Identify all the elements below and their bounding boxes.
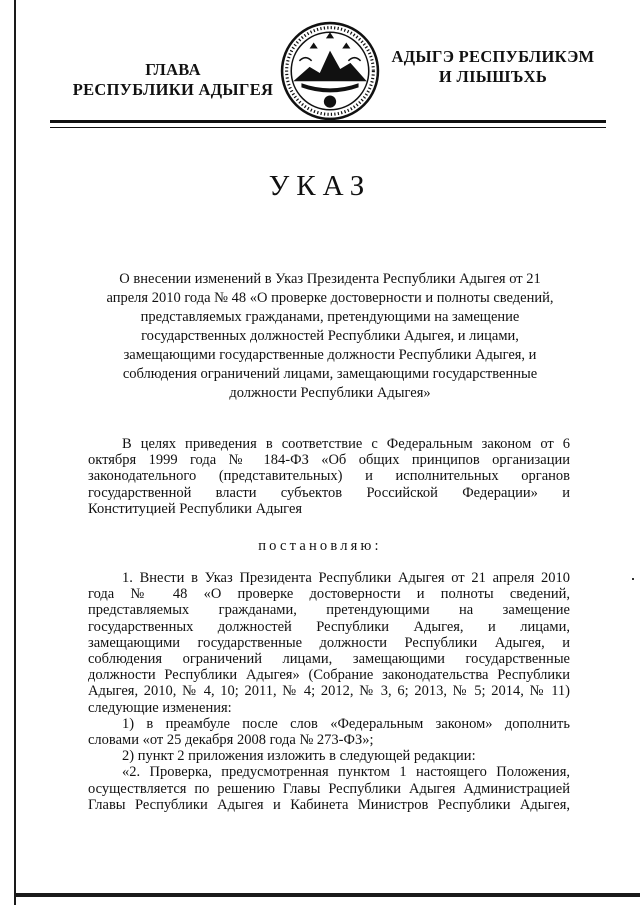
header-left-line: ГЛАВА	[145, 60, 201, 79]
coat-of-arms-emblem-icon	[279, 20, 381, 122]
body-line: 1) в преамбуле после слов «Федеральным законом» дополнить	[122, 715, 570, 732]
subject-line: соблюдения ограничений лицами, замещающими государственные	[122, 366, 538, 382]
decree-body	[88, 570, 570, 813]
body-line: 1. Внести в Указ Президента Республики Адыгея от 21 апреля 2010	[122, 570, 570, 586]
document-title: УКАЗ	[268, 170, 372, 202]
body-line: следующие изменения:	[88, 699, 232, 716]
scan-edge-left	[14, 0, 16, 905]
subject-line: О внесении изменений в Указ Президента Республики Адыгея от 21	[119, 271, 541, 287]
header-right-line: И ЛІЫШЪХЬ	[438, 67, 548, 86]
header-left-title	[58, 60, 288, 100]
preamble-line: Конституцией Республики Адыгея	[88, 500, 303, 517]
body-line: Главы Республики Адыгея и Кабинета Министров Республики Адыгея,	[88, 796, 570, 813]
preamble-paragraph	[88, 436, 570, 517]
header-left-line: РЕСПУБЛИКИ АДЫГЕЯ	[72, 80, 274, 99]
body-line: 2) пункт 2 приложения изложить в следующей редакции:	[122, 748, 476, 765]
scan-edge-bottom	[14, 893, 640, 897]
scan-speck	[632, 578, 634, 580]
preamble-line: государственной власти субъектов Российской Федерации» и	[88, 484, 570, 501]
body-line: осуществляется по решению Главы Республики Адыгея Администрацией	[88, 780, 570, 797]
header-rule-thin	[50, 127, 606, 128]
subject-line: апреля 2010 года № 48 «О проверке достоверности и полноты сведений,	[106, 290, 554, 306]
subject-line: представляемых гражданами, претендующими на замещение	[140, 309, 520, 325]
decree-word: постановляю:	[258, 538, 382, 554]
subject-line: государственных должностей Республики Адыгея, и лицами,	[141, 328, 519, 344]
body-line: замещающими государственные должности Республики Адыгея, и	[88, 634, 570, 651]
header-right-line: АДЫГЭ РЕСПУБЛИКЭМ	[391, 47, 595, 66]
body-line: должности Республики Адыгея» (Собрание законодательства Республики	[88, 667, 570, 684]
preamble-line: В целях приведения в соответствие с Федеральным законом от 6	[122, 436, 570, 452]
body-line: «2. Проверка, предусмотренная пунктом 1 настоящего Положения,	[122, 764, 570, 781]
body-line: словами «от 25 декабря 2008 года № 273-ФЗ»;	[88, 732, 374, 749]
subject-line: должности Республики Адыгея»	[229, 385, 431, 401]
header-rule-thick	[50, 120, 606, 123]
preamble-line: октября 1999 года № 184-ФЗ «Об общих принципов организации	[88, 452, 570, 469]
body-line: соблюдения ограничений лицами, замещающими государственные	[88, 651, 570, 668]
body-line: представляемых гражданами, претендующими на замещение	[88, 602, 570, 619]
preamble-line: законодательного (представительных) и исполнительных органов	[88, 468, 570, 485]
subject-line: замещающими государственные должности Республики Адыгея, и	[123, 347, 537, 363]
body-line: государственных должностей Республики Адыгея, и лицами,	[88, 618, 570, 635]
decree-subject	[70, 270, 590, 403]
body-line: Адыгея, 2010, № 4, 10; 2011, № 4; 2012, № 3, 6; 2013, № 5; 2014, № 11)	[88, 683, 570, 700]
header-right-title	[388, 47, 598, 87]
body-line: года № 48 «О проверке достоверности и полноты сведений,	[88, 586, 570, 603]
